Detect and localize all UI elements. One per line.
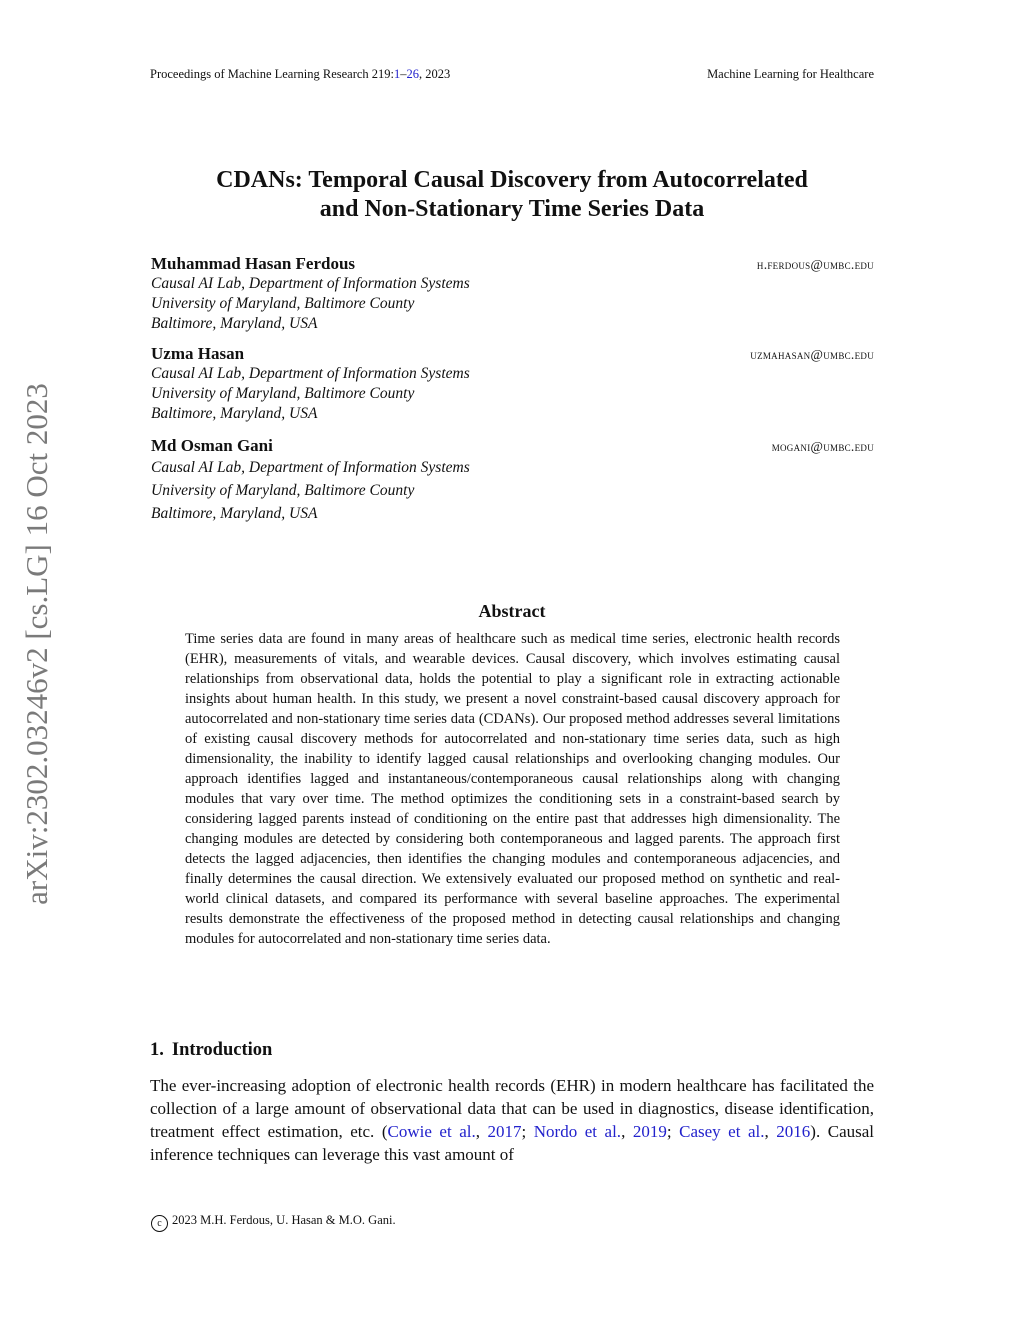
citation-link[interactable]: Casey et al. <box>679 1122 765 1141</box>
author-email[interactable]: uzmahasan@umbc.edu <box>750 347 874 362</box>
author-location: Baltimore, Maryland, USA <box>151 315 318 332</box>
running-header-left: Proceedings of Machine Learning Research 219:1–26, 2023 <box>150 67 451 81</box>
arxiv-identifier-stamp[interactable]: arXiv:2302.03246v2 [cs.LG] 16 Oct 2023 <box>19 383 54 905</box>
author-affiliation: Causal AI Lab, Department of Information Systems <box>151 365 470 382</box>
section-heading-introduction <box>150 1040 272 1061</box>
author-university: University of Maryland, Baltimore County <box>151 482 415 499</box>
first-page-link[interactable]: 1 <box>394 67 401 81</box>
paper-title <box>120 166 904 224</box>
author-email[interactable]: h.ferdous@umbc.edu <box>756 257 874 272</box>
running-header-right: Machine Learning for Healthcare <box>707 67 874 81</box>
citation-link[interactable]: Cowie et al. <box>387 1122 476 1141</box>
section-number: 1. <box>150 1040 164 1060</box>
author-university: University of Maryland, Baltimore County <box>151 295 415 312</box>
introduction-paragraph: The ever-increasing adoption of electronic health records (EHR) in modern healthcare has facilitated the collection of a large amount of observational data that can be used in diagnostics, disease identification, treatment effect estimation, etc. (Cowie et al., 2017; Nordo et al., 2019; Casey et al., 2016). Causal inference techniques can leverage this vast amount of <box>150 1076 875 1164</box>
author-location: Baltimore, Maryland, USA <box>151 405 318 422</box>
citation-year-link[interactable]: 2017 <box>487 1122 522 1141</box>
citation-year-link[interactable]: 2016 <box>776 1122 811 1141</box>
abstract-heading: Abstract <box>478 601 546 621</box>
author-name: Uzma Hasan <box>151 344 245 363</box>
author-university: University of Maryland, Baltimore County <box>151 385 415 402</box>
author-affiliation: Causal AI Lab, Department of Information Systems <box>151 459 470 476</box>
title-line-1: CDANs: Temporal Causal Discovery from Autocorrelated <box>216 167 808 193</box>
author-name: Muhammad Hasan Ferdous <box>151 254 356 273</box>
author-block-3 <box>151 436 874 525</box>
copyright-icon: c <box>151 1215 168 1232</box>
author-name: Md Osman Gani <box>151 436 273 455</box>
title-line-2: and Non-Stationary Time Series Data <box>319 196 705 222</box>
abstract-text: Time series data are found in many areas of healthcare such as medical time series, electronic health records (EHR), measurements of vitals, and wearable devices. Causal discovery, which involves estimating causal relationships from observational data, holds the potential to play a significant role in extracting actionable insights about human health. In this study, we present a novel constraint-based causal discovery approach for autocorrelated and non-stationary time series data (CDANs). Our proposed method addresses several limitations of existing causal discovery methods for autocorrelated and non-stationary time series data, such as high dimensionality, the inability to identify lagged causal relationships and overlooking changing modules. Our approach identifies lagged and instantaneous/contemporaneous causal relationships along with changing modules that vary over time. The method optimizes the conditioning sets in a constraint-based search by considering lagged parents instead of conditioning on the entire past that addresses high dimensionality. The changing modules are detected by considering both contemporaneous and lagged parents. The approach first detects the lagged adjacencies, then identifies the changing modules and contemporaneous adjacencies, and finally determines the causal direction. We extensively evaluated our proposed method on synthetic and real-world clinical datasets, and compared its performance with several baseline approaches. The experimental results demonstrate the effectiveness of the proposed method in detecting causal relationships and changing modules for autocorrelated and non-stationary time series data. <box>185 631 840 947</box>
section-title: Introduction <box>171 1040 273 1060</box>
last-page-link[interactable]: 26 <box>406 67 420 81</box>
author-email[interactable]: mogani@umbc.edu <box>771 439 874 454</box>
author-block-1 <box>151 254 874 334</box>
citation-link[interactable]: Nordo et al. <box>533 1122 622 1141</box>
author-affiliation: Causal AI Lab, Department of Information Systems <box>151 275 470 292</box>
citation-year-link[interactable]: 2019 <box>632 1122 667 1141</box>
author-location: Baltimore, Maryland, USA <box>151 505 318 522</box>
author-block-2 <box>151 344 874 424</box>
copyright-footnote: c 2023 M.H. Ferdous, U. Hasan & M.O. Gani. <box>151 1213 396 1232</box>
